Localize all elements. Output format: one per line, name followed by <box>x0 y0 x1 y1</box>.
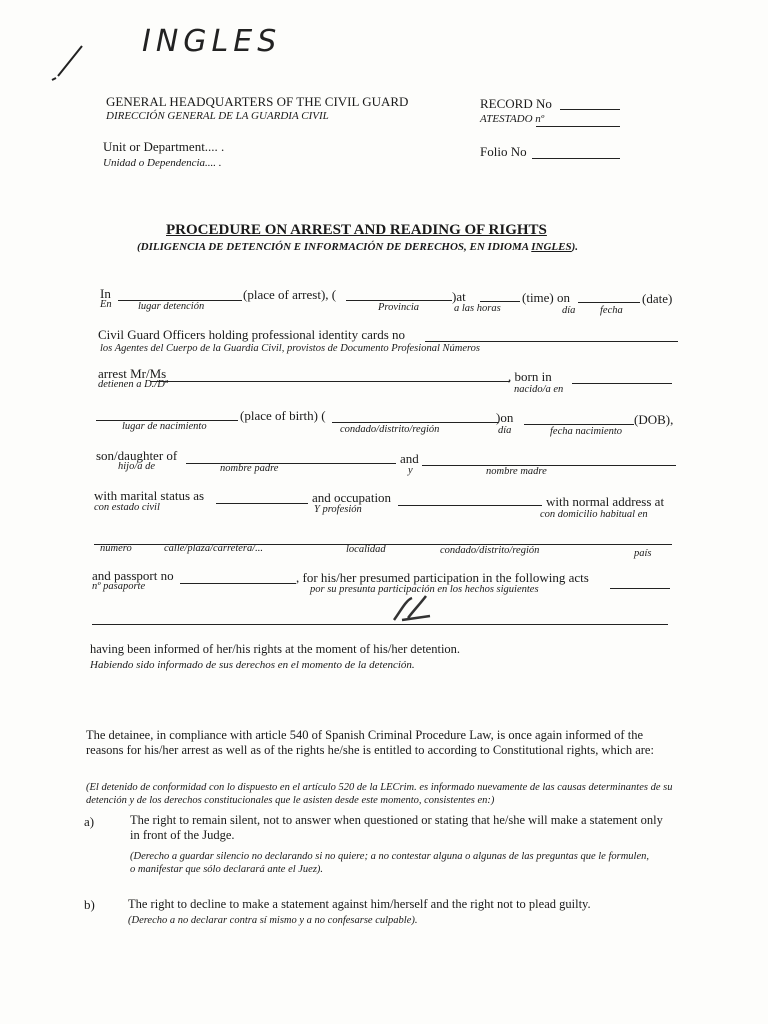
right-a-text-en: The right to remain silent, not to answer when questioned or stating that he/she will make a statement only in front of the Judge. <box>130 813 663 842</box>
passport-label: and passport no <box>92 568 174 583</box>
born-in-label: , born in <box>508 369 552 384</box>
passport-field[interactable] <box>180 583 296 584</box>
dia-label: día <box>562 305 576 316</box>
address-label: with normal address at <box>546 494 665 509</box>
right-b-text-es: (Derecho a no declarar contra sí mismo y a no confesarse culpable). <box>128 915 418 926</box>
unit-label-en: Unit or Department.... . <box>103 139 225 154</box>
informed-text-en: having been informed of her/his rights at the moment of his/her detention. <box>90 642 461 656</box>
place-of-arrest-label: (place of arrest), ( <box>243 287 337 302</box>
fecha-nacimiento-label: fecha nacimiento <box>550 426 623 437</box>
condado-label: condado/distrito/región <box>340 424 440 435</box>
marital-status-label: with marital status as <box>94 488 205 503</box>
informed-text-es: Habiendo sido informado de sus derechos en el momento de la detención. <box>90 659 415 671</box>
numero-label: número <box>100 543 132 554</box>
marital-status-label-es: con estado civil <box>94 502 160 513</box>
rights-intro-es: (El detenido de conformidad con lo dispuesto en el artículo 520 de la LECrim. es informado nuevamente de las causas determinantes de su detención y de los derechos constitucionales que le asisten desde este momento, consistentes en:) <box>86 782 673 806</box>
page-subtitle <box>137 241 578 253</box>
calle-label: calle/plaza/carretera/... <box>164 543 264 554</box>
father-name-field[interactable] <box>186 463 396 464</box>
time-on-label: (time) on <box>522 290 571 305</box>
dob-label: (DOB), <box>634 412 674 427</box>
and-label: and <box>400 451 419 466</box>
provincia-label: Provincia <box>378 302 420 313</box>
record-field-es[interactable] <box>536 126 620 127</box>
occupation-label-es: Y profesión <box>314 504 362 515</box>
y-label: y <box>408 465 413 476</box>
unit-label-es: Unidad o Dependencia.... . <box>103 157 222 169</box>
mother-name-field[interactable] <box>422 465 676 466</box>
record-label-en: RECORD No <box>480 96 552 111</box>
fecha-label: fecha <box>600 305 623 316</box>
folio-field[interactable] <box>532 158 620 159</box>
passport-label-es: nº pasaporte <box>92 581 146 592</box>
pais-label: país <box>634 548 652 559</box>
in-label: In <box>100 286 111 301</box>
address-label-es: con domicilio habitual en <box>540 509 648 520</box>
at-label: )at <box>452 289 466 304</box>
born-in-field[interactable] <box>572 383 672 384</box>
marital-status-field[interactable] <box>216 503 308 504</box>
handwritten-slash-mark <box>48 42 88 82</box>
participation-label-es: por su presunta participación en los hechos siguientes <box>310 584 539 595</box>
time-field[interactable] <box>480 301 520 302</box>
participation-label: , for his/her presumed participation in the following acts <box>296 570 589 585</box>
hq-title-es: DIRECCIÓN GENERAL DE LA GUARDIA CIVIL <box>106 110 329 122</box>
signature-scribble <box>386 590 446 630</box>
date-day-field[interactable] <box>578 302 640 303</box>
dob-field[interactable] <box>524 424 634 425</box>
nombre-padre-label: nombre padre <box>220 463 279 474</box>
acts-field[interactable] <box>92 624 668 625</box>
province-field[interactable] <box>346 300 452 301</box>
date-label: (date) <box>642 291 673 306</box>
lugar-detencion-label: lugar detención <box>138 301 205 312</box>
detainee-name-field[interactable] <box>150 381 510 382</box>
page-title: PROCEDURE ON ARREST AND READING OF RIGHTS <box>166 222 547 238</box>
place-of-birth-label: (place of birth) ( <box>240 408 326 423</box>
condado2-label: condado/distrito/región <box>440 545 540 556</box>
subtitle-suffix: ). <box>571 241 579 253</box>
localidad-label: localidad <box>346 544 386 555</box>
record-label-es: ATESTADO nº <box>480 113 545 125</box>
occupation-field[interactable] <box>398 505 542 506</box>
a-las-horas-label: a las horas <box>454 303 501 314</box>
officers-label-es: los Agentes del Cuerpo de la Guardia Civil, provistos de Documento Profesional Números <box>100 343 481 354</box>
officers-id-field[interactable] <box>425 341 678 342</box>
hq-title-en: GENERAL HEADQUARTERS OF THE CIVIL GUARD <box>106 94 409 109</box>
officers-label: Civil Guard Officers holding professional identity cards no <box>98 327 406 342</box>
nacido-label: nacido/a en <box>514 384 564 395</box>
birth-county-field[interactable] <box>332 422 498 423</box>
subtitle-prefix: (DILIGENCIA DE DETENCIÓN E INFORMACIÓN DE DERECHOS, EN IDIOMA <box>137 241 532 253</box>
handwritten-language: INGLES <box>142 24 282 59</box>
rights-intro-en: The detainee, in compliance with article 540 of Spanish Criminal Procedure Law, is once again informed of the reasons for his/her arrest as well as of the rights he/she is entitled to according to Constitutional rights, which are: <box>86 728 654 757</box>
arrest-label: arrest Mr/Ms <box>98 366 167 381</box>
occupation-label: and occupation <box>312 490 392 505</box>
right-a-letter: a) <box>84 814 95 829</box>
acts-field-short[interactable] <box>610 588 670 589</box>
record-field[interactable] <box>560 109 620 110</box>
arrest-label-es: detienen a D./Dª <box>98 379 168 390</box>
son-daughter-label: son/daughter of <box>96 448 178 463</box>
lugar-nacimiento-label: lugar de nacimiento <box>122 421 207 432</box>
right-b-text-en: The right to decline to make a statement against him/herself and the right not to plead guilty. <box>128 897 591 911</box>
subtitle-language: INGLES <box>531 241 572 253</box>
folio-label: Folio No <box>480 144 527 159</box>
on-label: )on <box>496 410 514 425</box>
nombre-madre-label: nombre madre <box>486 466 547 477</box>
dia2-label: día <box>498 425 512 436</box>
in-label-es: En <box>100 299 112 310</box>
right-b-letter: b) <box>84 897 95 912</box>
son-daughter-label-es: hijo/a de <box>118 461 156 472</box>
right-a-text-es: (Derecho a guardar silencio no declarando si no quiere; a no contestar alguna o algunas de las preguntas que le formulen, o manifestar que sólo declarará ante el Juez). <box>130 851 650 875</box>
